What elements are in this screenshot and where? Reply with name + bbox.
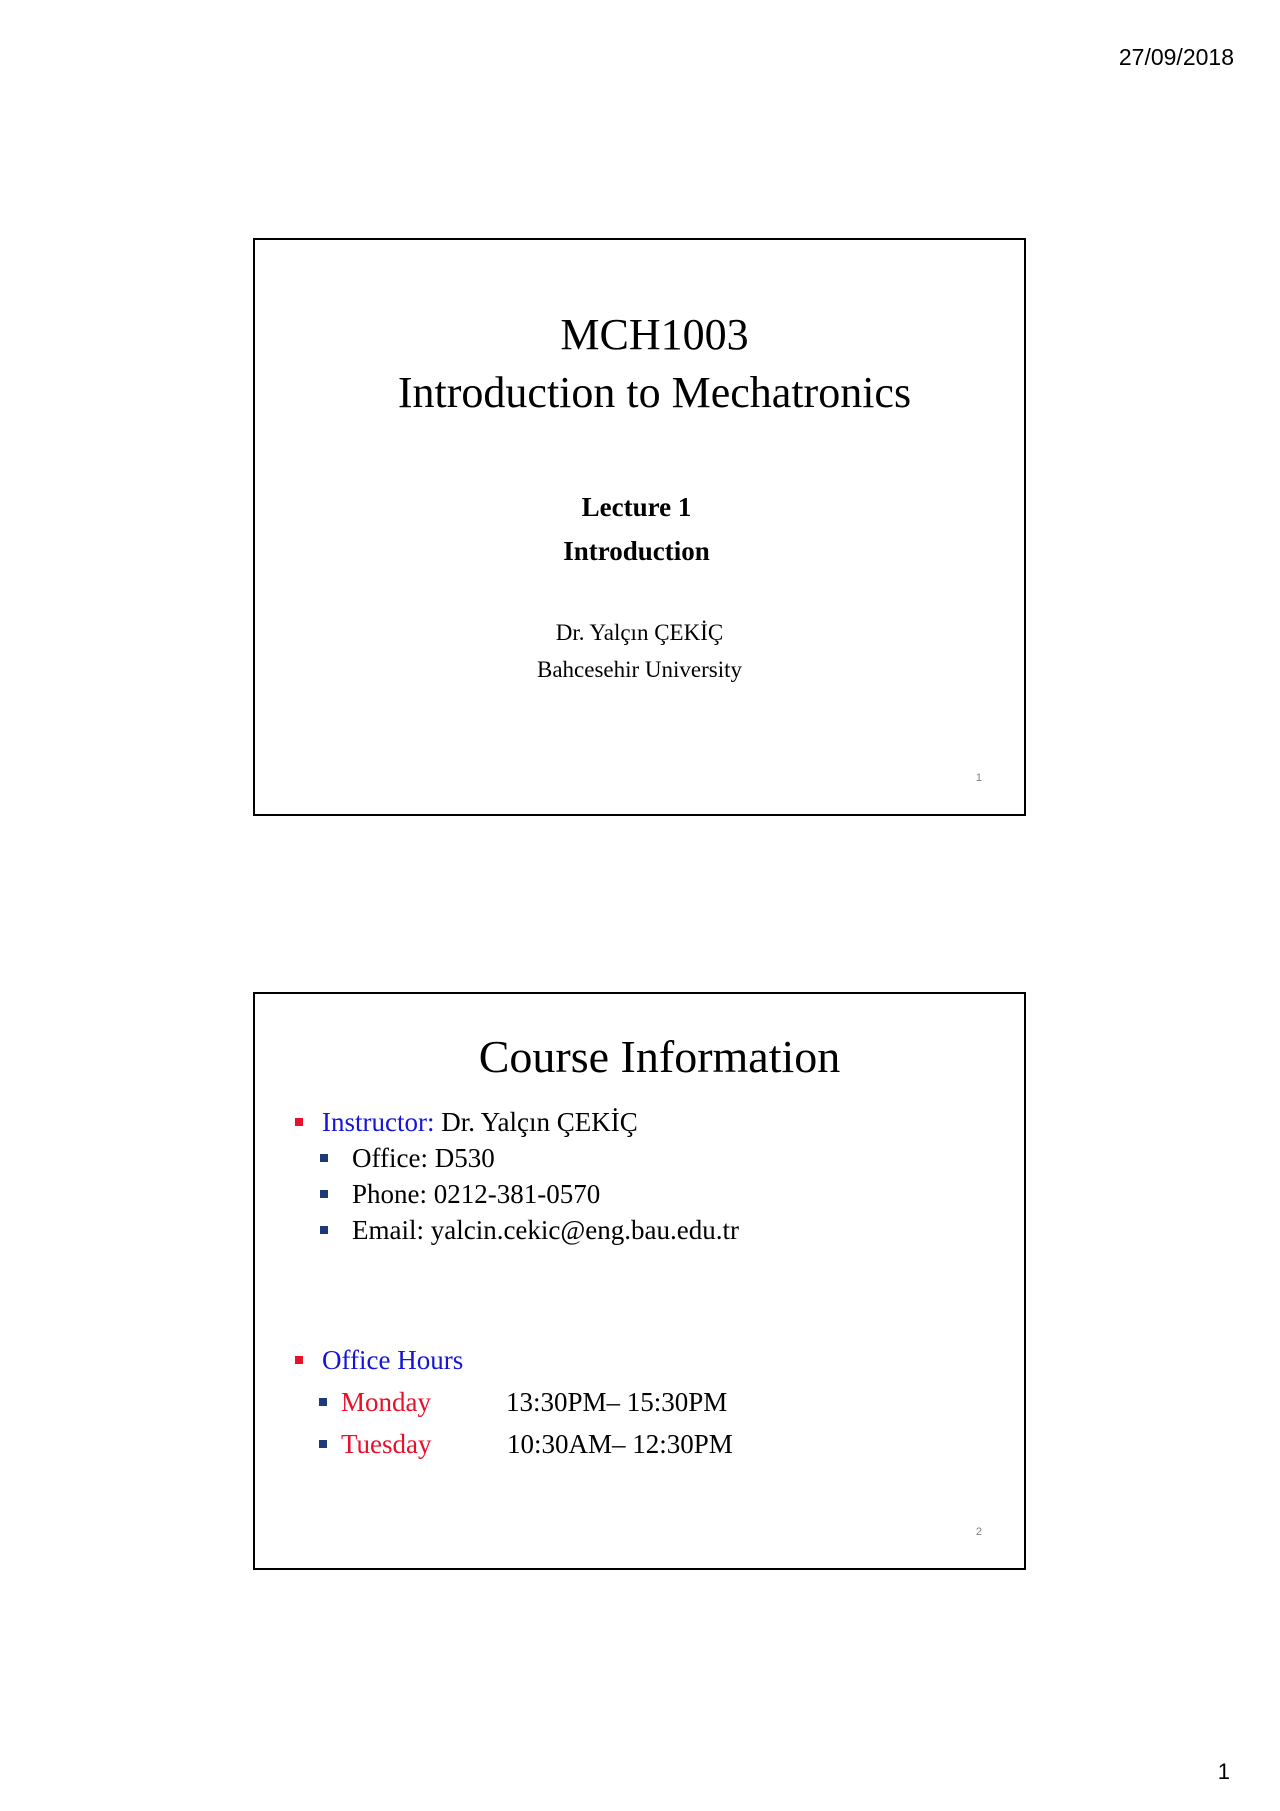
slide-number: 1 — [975, 772, 982, 784]
office-hours-time: 13:30PM– 15:30PM — [506, 1387, 728, 1417]
slide-1 — [253, 238, 1026, 816]
square-bullet-icon — [320, 1190, 328, 1198]
email-item — [350, 1213, 739, 1247]
square-bullet-icon — [320, 1226, 328, 1234]
office-hours-row — [341, 1385, 727, 1419]
slide-2-title: Course Information — [478, 1031, 841, 1082]
square-bullet-icon — [319, 1398, 327, 1406]
slide-1-title — [255, 306, 1024, 422]
square-bullet-icon — [320, 1154, 328, 1162]
office-text: Office: D530 — [352, 1143, 495, 1173]
lecture-topic: Introduction — [563, 536, 710, 566]
square-bullet-icon — [295, 1356, 303, 1364]
office-hours-row — [341, 1427, 733, 1461]
office-hours-item — [303, 1343, 463, 1377]
institution-name: Bahcesehir University — [536, 657, 743, 682]
page-number: 1 — [1217, 1759, 1230, 1784]
page-date: 27/09/2018 — [1118, 44, 1234, 70]
office-item — [350, 1141, 495, 1175]
slide-1-author-block — [255, 614, 1024, 688]
office-hours-day: Monday — [341, 1387, 431, 1417]
lecture-number: Lecture 1 — [581, 492, 692, 522]
course-code: MCH1003 — [560, 310, 749, 359]
office-hours-time: 10:30AM– 12:30PM — [507, 1429, 733, 1459]
square-bullet-icon — [295, 1118, 303, 1126]
author-name: Dr. Yalçın ÇEKİÇ — [555, 620, 724, 645]
instructor-item — [303, 1105, 638, 1139]
slide-2 — [253, 992, 1026, 1570]
email-text: Email: yalcin.cekic@eng.bau.edu.tr — [352, 1215, 739, 1245]
office-hours-label: Office Hours — [322, 1345, 464, 1375]
phone-item — [350, 1177, 600, 1211]
phone-text: Phone: 0212-381-0570 — [352, 1179, 601, 1209]
office-hours-day: Tuesday — [341, 1429, 432, 1459]
instructor-label: Instructor: — [322, 1107, 435, 1137]
course-name: Introduction to Mechatronics — [397, 368, 912, 417]
instructor-name: Dr. Yalçın ÇEKİÇ — [441, 1107, 638, 1137]
slide-number: 2 — [975, 1526, 982, 1538]
square-bullet-icon — [319, 1440, 327, 1448]
slide-1-subtitle — [255, 485, 1024, 573]
